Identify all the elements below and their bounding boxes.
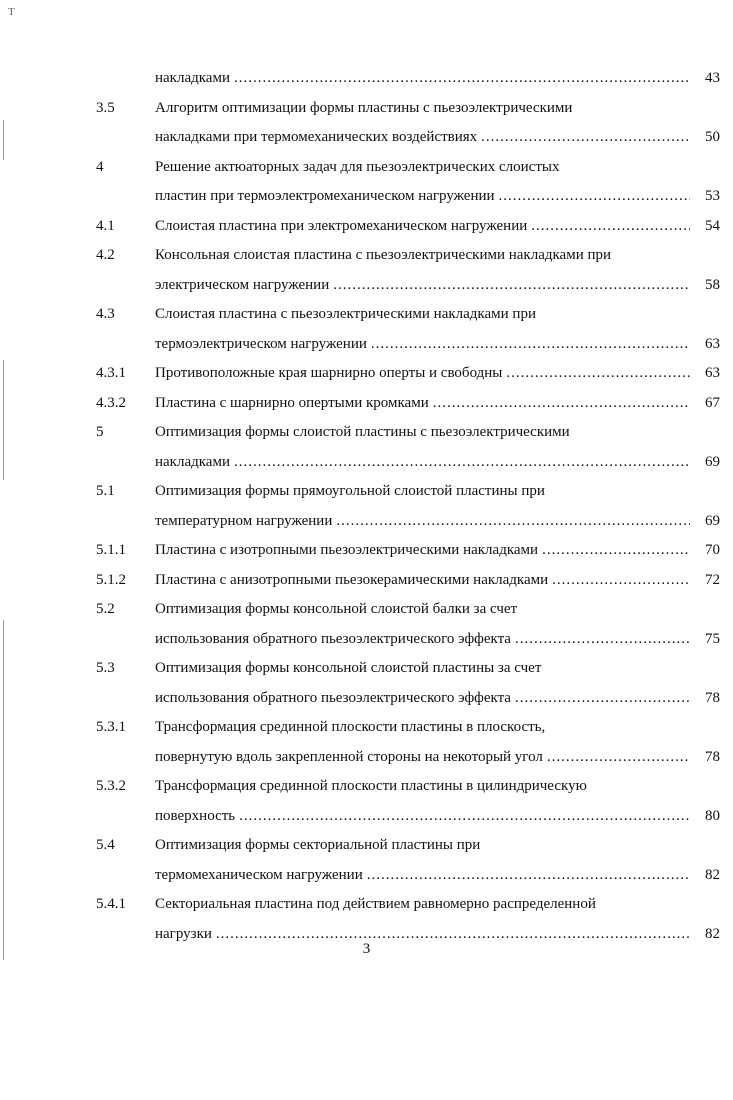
toc-entry-page: 69 [705,512,720,529]
toc-leader-dots [547,743,690,771]
toc-entry-leader-line [155,123,720,151]
toc-leader-dots [371,330,690,358]
toc-entry-page: 80 [705,807,720,824]
toc-entry-number: 4.3.2 [96,394,126,411]
toc-entry-number: 5.3.1 [96,719,126,735]
toc-entry-page: 58 [705,276,720,293]
toc-entry-title: накладками [155,70,230,86]
page-number: 3 [362,941,371,957]
toc-entry-page: 78 [705,689,720,706]
toc-entry-number: 4 [96,158,104,175]
corner-mark: T [8,6,15,18]
toc-entry-leader-line [155,182,720,210]
toc-entry-leader-line [155,802,720,830]
toc-entry-number: 3.5 [96,99,115,116]
toc-entry-leader-line [155,743,720,771]
toc-entry-title: термоэлектрическом нагружении [155,335,367,352]
toc-entry-page: 67 [705,394,720,411]
toc-leader-dots [506,359,690,387]
toc-entry-title: Оптимизация формы прямоугольной слоистой пластины при [155,483,545,499]
toc-entry-title: Противоположные края шарнирно оперты и свободны [155,365,503,381]
toc-entry-number: 5.1 [96,483,115,499]
toc-entry-number: 5.1.1 [96,542,126,558]
toc-entry-number: 5.1.2 [96,571,126,588]
toc-entry-page: 70 [705,542,720,558]
toc-entry-leader-line [155,330,720,358]
toc-entry-title: накладками [155,453,230,470]
toc-entry-number: 5.3.2 [96,778,126,794]
toc-entry-title: Решение актюаторных задач для пьезоэлектрических слоистых [155,158,560,175]
toc-entry-number: 5.3 [96,660,115,676]
toc-entry-title: Пластина с изотропными пьезоэлектрическими накладками [155,542,539,558]
toc-leader-dots [542,536,690,564]
toc-entry-number: 5.4 [96,837,115,853]
toc-entry-title: использования обратного пьезоэлектрического эффекта [155,630,511,647]
toc-entry-page: 43 [705,70,720,86]
toc-entry-title: использования обратного пьезоэлектрического эффекта [155,689,511,706]
toc-leader-dots [333,271,690,299]
toc-entry-page: 82 [705,925,720,942]
toc-entry-page: 82 [705,866,720,883]
toc-leader-dots [531,212,690,240]
toc-entry-title: Трансформация срединной плоскости пластины в плоскость, [155,719,546,735]
toc-entry-title: Пластина с шарнирно опертыми кромками [155,394,429,411]
toc-entry-leader-line [155,64,720,92]
toc-entry-leader-line [155,448,720,476]
toc-leader-dots [234,64,690,92]
toc-entry-leader-line [155,684,720,712]
toc-entry-title: нагрузки [155,925,212,942]
toc-entry-page: 75 [705,630,720,647]
toc-leader-dots [433,389,690,417]
toc-entry-page: 63 [705,365,720,381]
toc-entry-title: Трансформация срединной плоскости пластины в цилиндрическую [155,778,587,794]
toc-entry-title: повернутую вдоль закрепленной стороны на некоторый угол [155,748,543,765]
toc-entry-title: Оптимизация формы слоистой пластины с пьезоэлектрическими [155,424,570,440]
toc-entry-leader-line [155,389,720,417]
toc-entry-number: 5.4.1 [96,896,126,912]
toc-entry-title: поверхность [155,807,236,824]
toc-entry-number: 5.2 [96,601,115,617]
toc-entry-leader-line [155,566,720,594]
toc-entry-title: Оптимизация формы консольной слоистой пластины за счет [155,660,542,676]
toc-leader-dots [552,566,690,594]
toc-leader-dots [234,448,690,476]
toc-entry-page: 54 [705,217,720,234]
toc-entry-leader-line [155,359,720,387]
toc-entry-title: Консольная слоистая пластина с пьезоэлектрическими накладками при [155,247,612,263]
toc-entry-title: накладками при термомеханических воздействиях [155,129,478,145]
toc-entry-page: 63 [705,335,720,352]
toc-entry-leader-line [155,536,720,564]
toc-entry-title: Слоистая пластина при электромеханическом нагружении [155,217,528,234]
toc-entry-number: 4.3 [96,306,115,322]
toc-entry-number: 4.3.1 [96,365,126,381]
toc-entry-title: Алгоритм оптимизации формы пластины с пьезоэлектрическими [155,99,573,116]
toc-entry-title: Оптимизация формы секториальной пластины при [155,837,481,853]
toc-leader-dots [481,123,690,151]
toc-leader-dots [336,507,690,535]
toc-entry-title: Пластина с анизотропными пьезокерамическими накладками [155,571,549,588]
toc-entry-leader-line [155,507,720,535]
toc-entry-leader-line [155,861,720,889]
toc-leader-dots [367,861,690,889]
toc-entry-title: Оптимизация формы консольной слоистой балки за счет [155,601,518,617]
toc-entry-page: 50 [705,129,720,145]
toc-leader-dots [515,625,690,653]
toc-entry-page: 72 [705,571,720,588]
toc-leader-dots [515,684,690,712]
toc-entry-number: 4.1 [96,217,115,234]
toc-entry-page: 78 [705,748,720,765]
toc-entry-title: пластин при термоэлектромеханическом нагружении [155,188,495,204]
toc-leader-dots [499,182,690,210]
toc-entry-title: температурном нагружении [155,512,333,529]
toc-entry-title: Секториальная пластина под действием равномерно распределенной [155,896,596,912]
toc-entry-title: Слоистая пластина с пьезоэлектрическими накладками при [155,306,536,322]
toc-entry-title: электрическом нагружении [155,276,330,293]
toc-entry-title: термомеханическом нагружении [155,866,363,883]
toc-leader-dots [239,802,690,830]
toc-entry-page: 69 [705,453,720,470]
toc-entry-leader-line [155,625,720,653]
toc-entry-page: 53 [705,188,720,204]
toc-entry-number: 5 [96,424,104,440]
toc-entry-leader-line [155,212,720,240]
toc-entry-leader-line [155,271,720,299]
toc-entry-number: 4.2 [96,247,115,263]
